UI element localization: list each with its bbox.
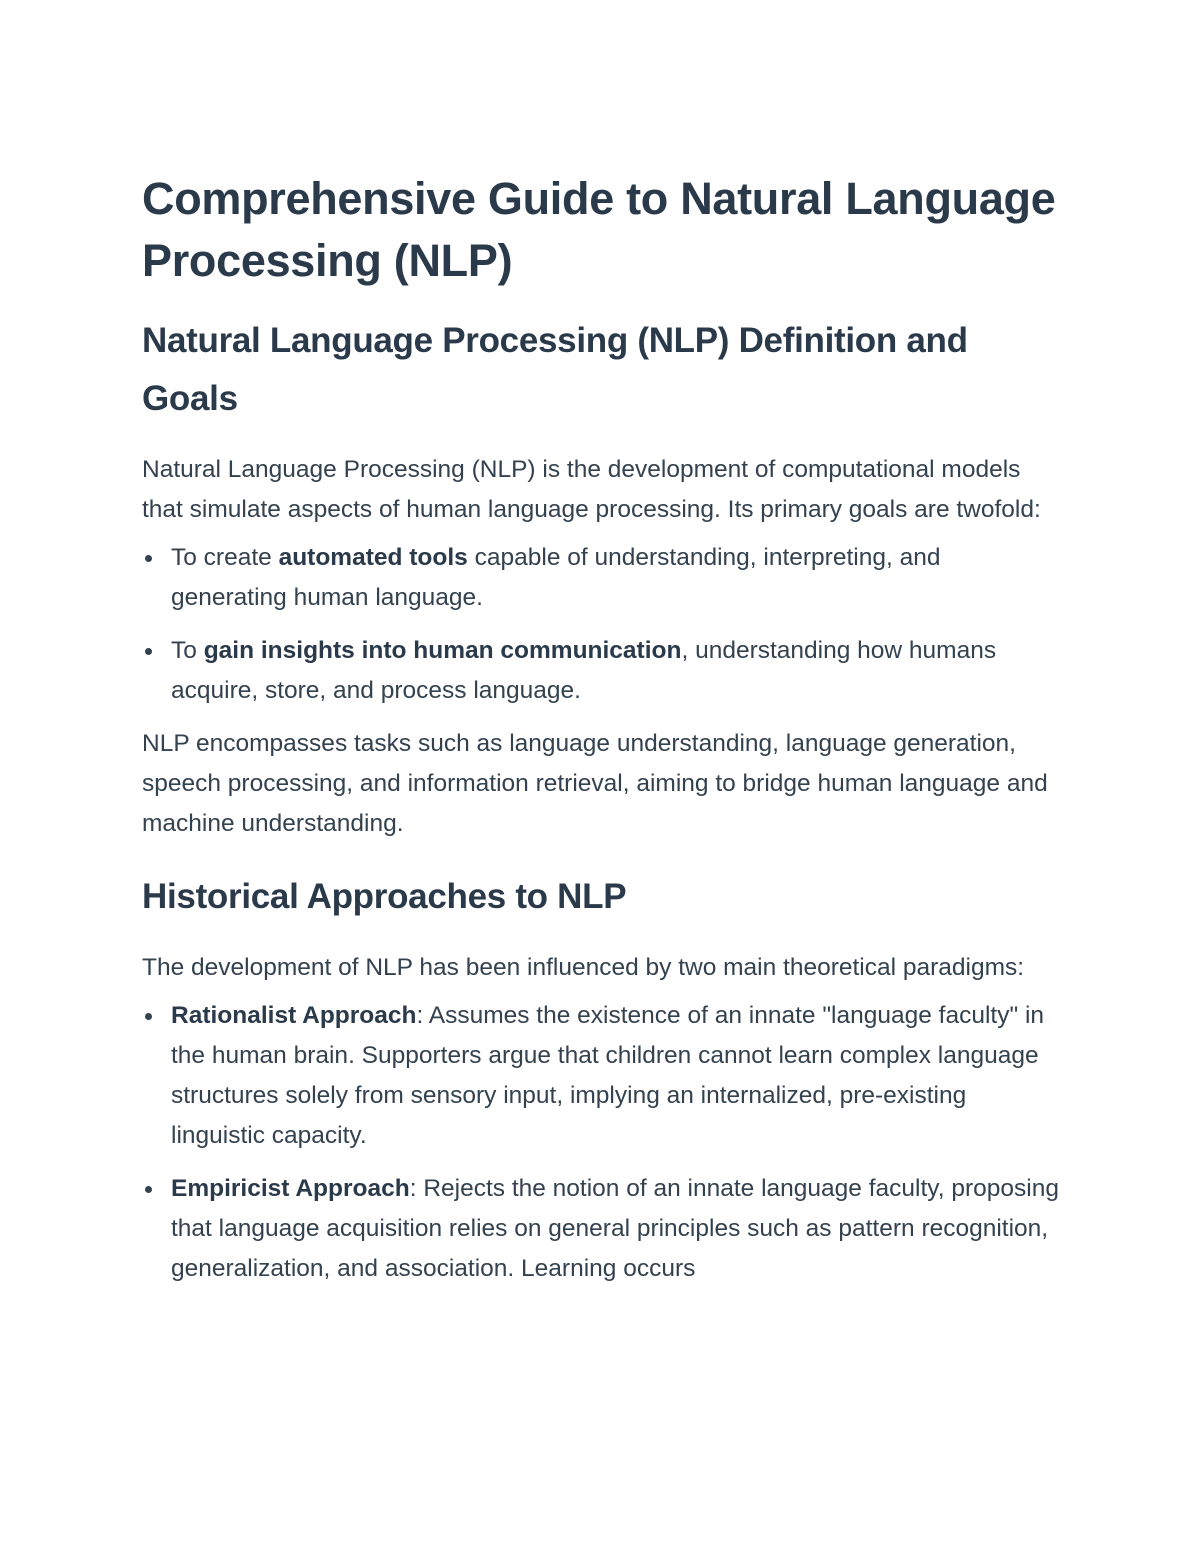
page-title: Comprehensive Guide to Natural Language Processing (NLP) [142, 173, 1056, 286]
bullet-icon [145, 1186, 152, 1193]
document-page [142, 168, 1062, 1302]
list-item: To gain insights into human communication, understanding how humans acquire, store, and process language. [142, 631, 1062, 711]
bullet-icon [145, 555, 152, 562]
bold-term: Empiricist Approach [171, 1175, 410, 1202]
approaches-list [142, 996, 1062, 1289]
list-item: Empiricist Approach: Rejects the notion of an innate language faculty, proposing that language acquisition relies on general principles such as pattern recognition, generalization, and association. Learning occurs [142, 1169, 1062, 1289]
paragraph-history-intro: The development of NLP has been influenced by two main theoretical paradigms: [142, 954, 1025, 981]
section-heading-history: Historical Approaches to NLP [142, 877, 627, 916]
goals-list [142, 538, 1062, 711]
section-heading-definition: Natural Language Processing (NLP) Definition and Goals [142, 321, 968, 418]
bold-term: automated tools [278, 544, 468, 571]
paragraph-definition-closing: NLP encompasses tasks such as language understanding, language generation, speech processing, and information retrieval, aiming to bridge human language and machine understanding. [142, 730, 1048, 837]
bullet-icon [145, 1013, 152, 1020]
bold-term: Rationalist Approach [171, 1002, 417, 1029]
bullet-icon [145, 648, 152, 655]
paragraph-definition-intro: Natural Language Processing (NLP) is the development of computational models that simulate aspects of human language processing. Its primary goals are twofold: [142, 456, 1041, 523]
list-item: To create automated tools capable of understanding, interpreting, and generating human language. [142, 538, 1062, 618]
list-item: Rationalist Approach: Assumes the existence of an innate "language faculty" in the human brain. Supporters argue that children cannot learn complex language structures solely from sensory input, implying an internalized, pre-existing linguistic capacity. [142, 996, 1062, 1156]
bold-term: gain insights into human communication [203, 637, 682, 664]
